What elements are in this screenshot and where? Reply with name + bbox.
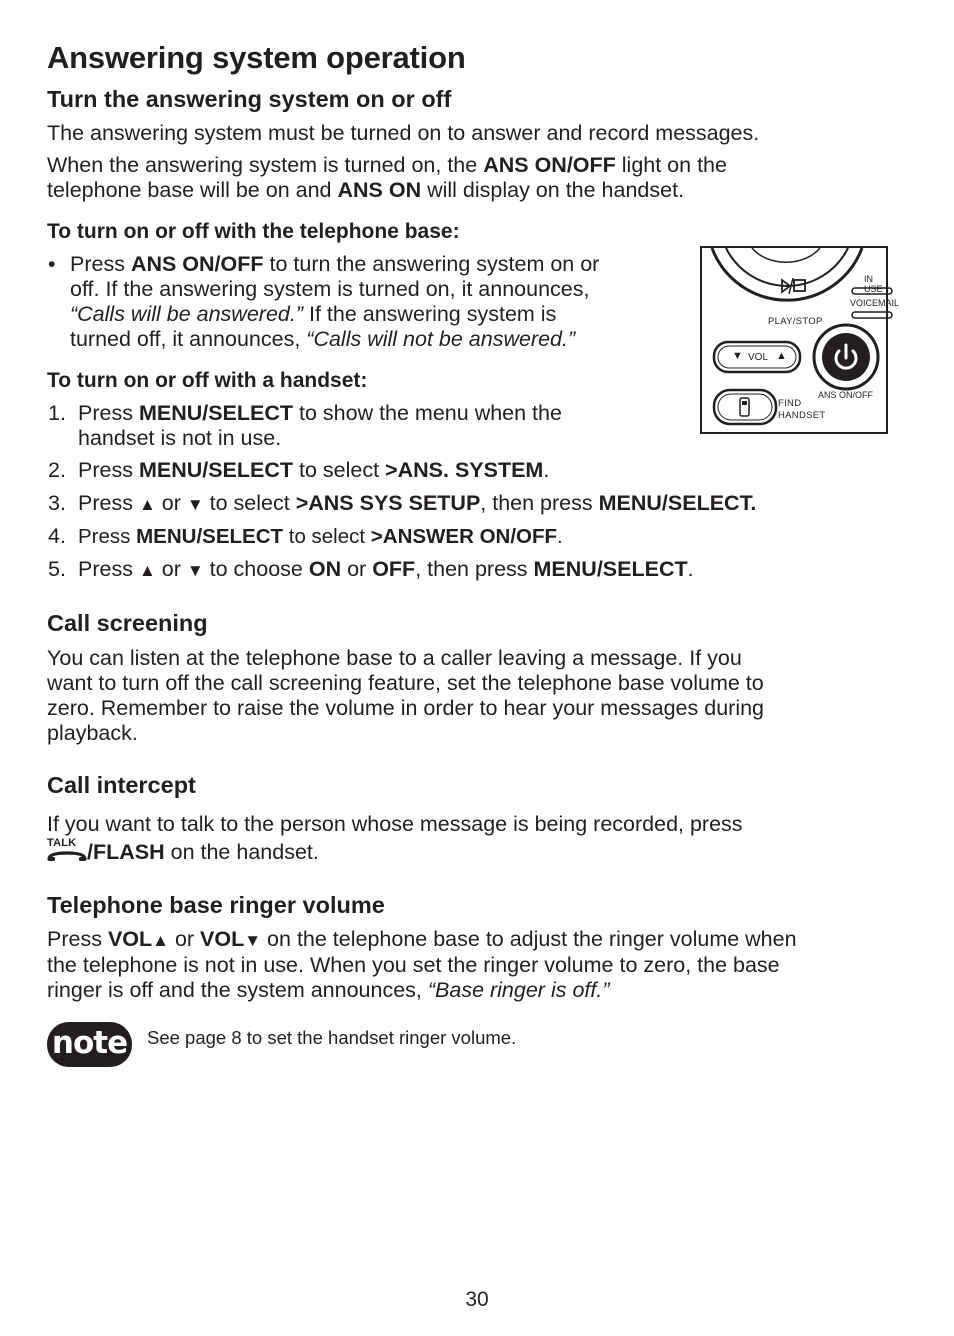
vol-down-arrow: ▼ [732, 350, 743, 362]
note-badge: note [47, 1022, 132, 1067]
bullet-marker: • [48, 252, 56, 276]
handset-icon [740, 398, 749, 416]
dial-outer-arc [712, 248, 862, 300]
paragraph-intro: The answering system must be turned on to answer and record messages. [47, 121, 760, 145]
in-use-label: IN USE [864, 274, 883, 294]
paragraph-light-status: When the answering system is turned on, the ANS ON/OFF light on the telephone base will be on and ANS ON will display on the handset. [47, 153, 727, 202]
voicemail-label: VOICEMAIL [850, 298, 900, 308]
up-arrow-icon: ▲ [152, 931, 169, 950]
talk-key-icon [47, 837, 87, 863]
down-arrow-icon: ▼ [186, 561, 204, 580]
phone-handset-icon [47, 850, 87, 862]
find-label: FIND [778, 398, 802, 409]
paragraph-call-intercept: If you want to talk to the person whose message is being recorded, press TALK /FLASH on the handset. [47, 812, 743, 864]
page-title: Answering system operation [47, 40, 466, 75]
section-heading-call-screening: Call screening [47, 610, 208, 636]
subheading-base: To turn on or off with the telephone base: [47, 220, 460, 243]
talk-key-label: TALK [47, 837, 77, 849]
section-heading-turn-on-off: Turn the answering system on or off [47, 86, 452, 112]
paragraph-call-screening: You can listen at the telephone base to a caller leaving a message. If you want to turn off the call screening feature, set the telephone base volume to zero. Remember to raise the volume in order to hear your messages during playback. [47, 646, 765, 745]
down-arrow-icon: ▼ [186, 495, 204, 514]
vol-label: VOL [748, 352, 769, 363]
section-heading-call-intercept: Call intercept [47, 772, 196, 798]
dial-center-arc [752, 248, 820, 262]
telephone-base-panel-illustration [700, 246, 900, 434]
up-arrow-icon: ▲ [138, 495, 156, 514]
paragraph-ringer-volume: Press VOL▲ or VOL▼ on the telephone base to adjust the ringer volume when the telephone is not in use. When you set the ringer volume to zero, the base ringer is off and the system announces, “Base ringer is off.” [47, 927, 797, 1002]
voicemail-light [852, 312, 892, 318]
ans-on-off-label: ANS ON/OFF [818, 390, 874, 400]
play-stop-label: PLAY/STOP [768, 316, 823, 327]
handset-label: HANDSET [778, 410, 826, 421]
up-arrow-icon: ▲ [138, 561, 156, 580]
section-heading-ringer-volume: Telephone base ringer volume [47, 892, 385, 918]
find-handset-button-outline [714, 390, 776, 424]
dial-inner-arc [726, 248, 848, 286]
vol-up-arrow: ▲ [776, 350, 787, 362]
note-text: See page 8 to set the handset ringer volume. [147, 1027, 517, 1048]
page-number: 30 [465, 1288, 489, 1311]
subheading-handset: To turn on or off with a handset: [47, 369, 368, 392]
down-arrow-icon: ▼ [244, 931, 262, 950]
